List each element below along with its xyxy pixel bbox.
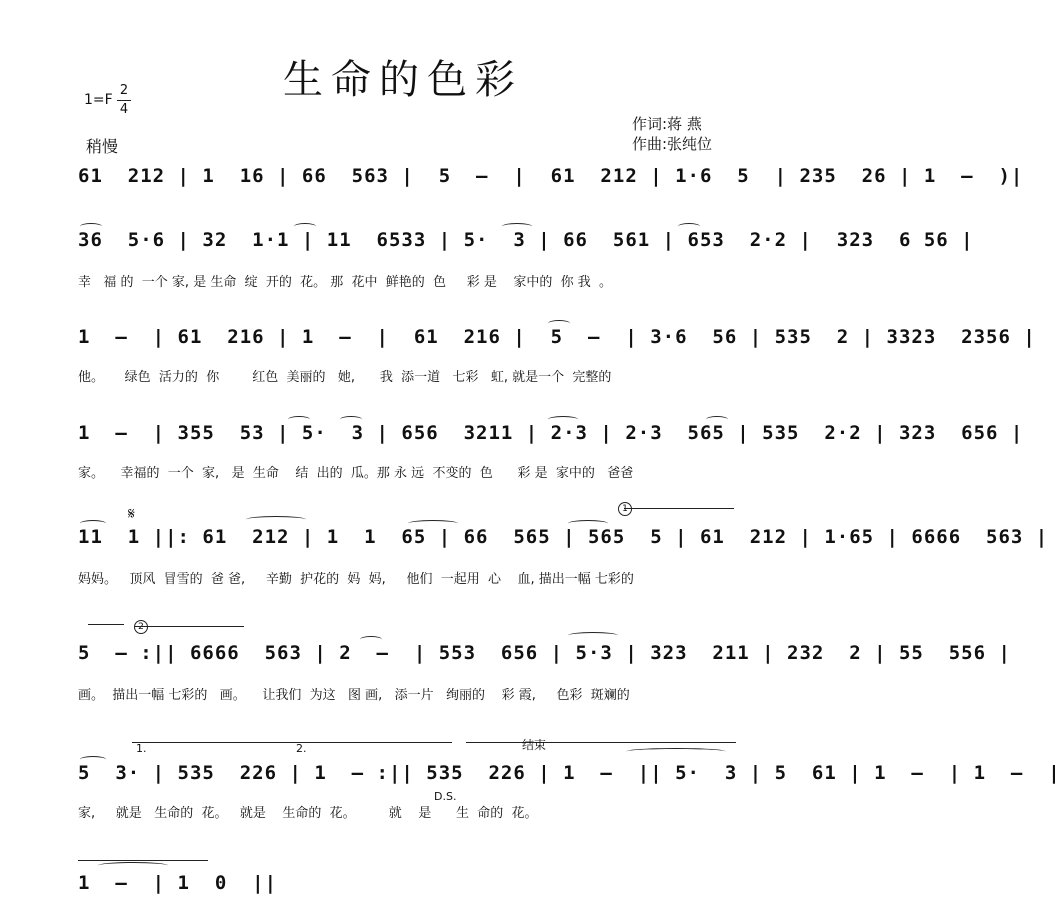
score-row-4 bbox=[78, 422, 1024, 482]
slur bbox=[98, 862, 168, 869]
segno-icon: 𝄋 bbox=[128, 504, 135, 523]
volta-2-label: 2. bbox=[296, 742, 307, 755]
notes-row-7: 5 3· | 535 226 | 1 – :|| 535 226 | 1 – || 5· 3 | 5 61 | 1 – | 1 – | bbox=[78, 762, 1061, 784]
lyrics-row-2: 幸 福 的 一个 家, 是 生命 绽 开的 花。 那 花中 鲜艳的 色 彩 是 家中的 你 我 。 bbox=[78, 275, 613, 290]
ending-label: 结束 bbox=[522, 738, 547, 752]
credits bbox=[632, 114, 712, 154]
lyrics-row-6: 画。 描出一幅 七彩的 画。 让我们 为这 图 画, 添一片 绚丽的 彩 霞, 色彩 斑斓的 bbox=[78, 688, 630, 703]
circle-marker-2: 2 bbox=[134, 620, 148, 634]
score-row-8 bbox=[78, 872, 738, 912]
notes-row-6: 5 – :|| 6666 563 | 2 – | 553 656 | 5·3 | 323 211 | 232 2 | 55 556 | bbox=[78, 642, 1011, 664]
notes-row-3: 1 – | 61 216 | 1 – | 61 216 | 5 – | 3·6 56 | 535 2 | 3323 2356 | bbox=[78, 326, 1036, 348]
key-signature: 1=F bbox=[84, 92, 113, 108]
meter-bottom: 4 bbox=[117, 100, 131, 119]
notes-row-8: 1 – | 1 0 || bbox=[78, 872, 278, 894]
lyrics-row-5: 妈妈。 顶风 冒雪的 爸 爸, 辛勤 护花的 妈 妈, 他们 一起用 心 血, 描出一幅 七彩的 bbox=[78, 572, 634, 587]
score-row-7 bbox=[78, 738, 1061, 832]
ending-line bbox=[466, 742, 736, 743]
notes-row-5: 11 1 ||: 61 212 | 1 1 65 | 66 565 | 565 5 | 61 212 | 1·65 | 6666 563 | bbox=[78, 526, 1049, 548]
slur bbox=[568, 632, 618, 639]
score-row-1 bbox=[78, 165, 1024, 205]
lyrics-row-3: 他。 绿色 活力的 你 红色 美丽的 她, 我 添一道 七彩 虹, 就是一个 完整的 bbox=[78, 370, 612, 385]
notes-row-4: 1 – | 355 53 | 5· 3 | 656 3211 | 2·3 | 2·3 565 | 535 2·2 | 323 656 | bbox=[78, 422, 1024, 444]
slur bbox=[626, 748, 726, 755]
ds-marking: D.S. bbox=[434, 790, 457, 803]
meter-top: 2 bbox=[119, 83, 129, 98]
tempo-marking: 稍慢 bbox=[86, 137, 119, 156]
notes-row-2: 36 5·6 | 32 1·1 | 11 6533 | 5· 3 | 66 561 | 653 2·2 | 323 6 56 | bbox=[78, 229, 974, 251]
volta-2-line bbox=[292, 742, 452, 743]
coda-line bbox=[88, 624, 124, 625]
page-title: 生命的色彩 bbox=[283, 57, 523, 103]
volta-1-label: 1. bbox=[136, 742, 147, 755]
notes-row-1: 61 212 | 1 16 | 66 563 | 5 – | 61 212 | 1·6 5 | 235 26 | 1 – )| bbox=[78, 165, 1024, 187]
score-row-3 bbox=[78, 326, 1036, 386]
ending-line bbox=[78, 860, 208, 861]
composer: 作曲:张纯位 bbox=[632, 135, 713, 153]
score-row-5 bbox=[78, 504, 1049, 587]
circle-marker-1: 1 bbox=[618, 502, 632, 516]
slur bbox=[246, 516, 306, 523]
time-signature bbox=[117, 82, 131, 119]
coda-line bbox=[624, 508, 734, 509]
score-row-6 bbox=[78, 622, 1011, 703]
lyrics-row-7: 家, 就是 生命的 花。 就是 生命的 花。 就 是 生 命的 花。 bbox=[78, 806, 538, 821]
lyrics-row-4: 家。 幸福的 一个 家, 是 生命 结 出的 瓜。那 永 远 不变的 色 彩 是 家中的 爸爸 bbox=[78, 466, 634, 481]
lyricist: 作词:蒋 燕 bbox=[632, 115, 702, 133]
score-row-2 bbox=[78, 229, 974, 290]
volta-1-line bbox=[132, 742, 292, 743]
coda-line bbox=[134, 626, 244, 627]
